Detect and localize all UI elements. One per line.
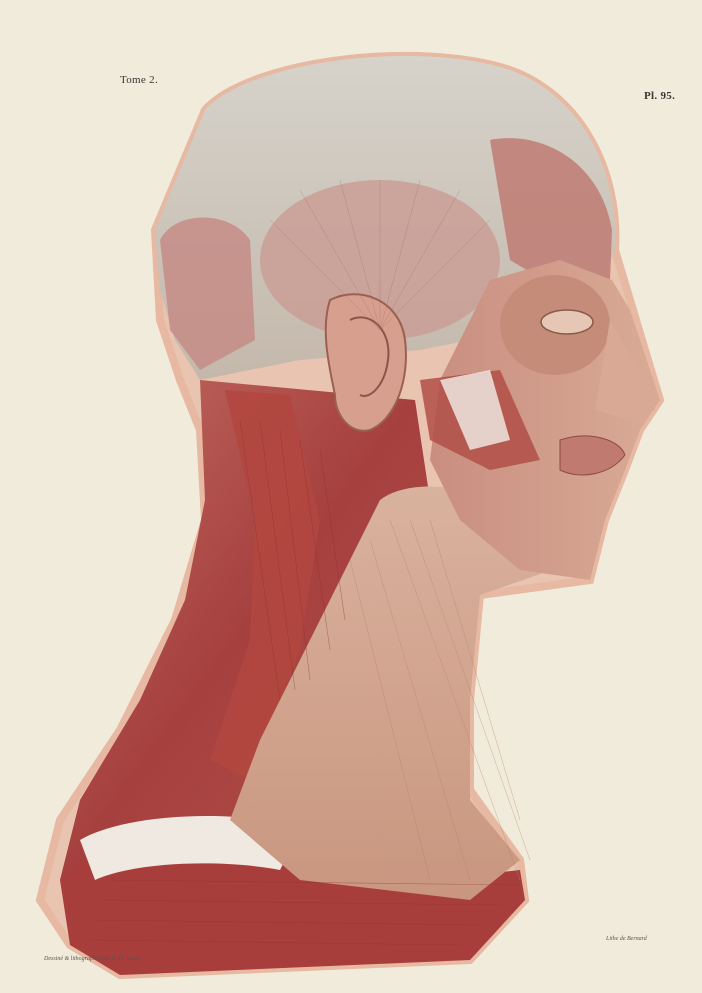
- volume-label: Tome 2.: [120, 74, 158, 86]
- artist-credit: Dessiné & lithographié par N. H. Jacob: [44, 956, 141, 962]
- eye: [541, 310, 593, 334]
- lithographer-credit: Lithe de Bernard: [606, 936, 647, 942]
- plate-number: Pl. 95.: [644, 90, 676, 102]
